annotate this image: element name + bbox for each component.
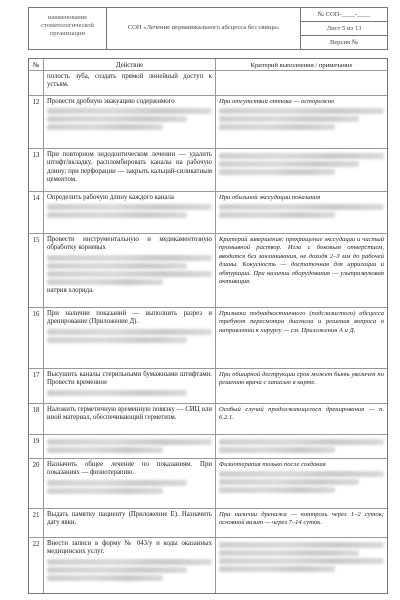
row-action-text: Провести дробную эвакуацию содержимого: [47, 98, 175, 105]
redacted-text: [219, 447, 335, 453]
row-criteria: При обширной деструкции срок может быть увеличен по решению врача с записью в карте.: [219, 371, 384, 387]
row-number: [29, 71, 44, 95]
redacted-text: [47, 204, 212, 210]
table-row: [29, 369, 387, 404]
redacted-text: [219, 471, 384, 477]
row-criteria: [216, 459, 387, 508]
redacted-text: [47, 567, 187, 573]
document-meta: [301, 8, 387, 49]
table-row: [29, 509, 387, 538]
row-criteria: [216, 192, 387, 233]
row-number: 12: [29, 96, 44, 148]
redacted-text: [47, 271, 212, 277]
row-action-text: Высушить каналы стерильными бумажными штифтами. Провести временное: [47, 371, 212, 387]
redacted-text: [219, 204, 384, 210]
row-criteria-text: При отсутствии оттока — осторожно: [219, 98, 335, 105]
row-action: [44, 369, 216, 403]
redacted-text: [47, 116, 187, 122]
table-row: [29, 435, 387, 459]
row-number: 19: [29, 435, 44, 458]
row-action-text: Провести инструментальную и медикаментозную обработку корневых: [47, 236, 212, 252]
row-action: [44, 538, 216, 593]
row-criteria: [216, 149, 387, 191]
table-row: [29, 234, 387, 308]
document-header: [28, 7, 388, 50]
redacted-text: [219, 439, 384, 445]
row-action-text: Определить рабочую длину каждого канала: [47, 194, 174, 201]
table-row: [29, 149, 387, 192]
row-action: [44, 96, 216, 148]
row-action: При повторном эндодонтическом лечении — удалить штифт/вкладку, распломбировать каналы на рабочую длину; при перфорации — закрыть кальций-силикатным цементом.: [44, 149, 216, 191]
redacted-text: [47, 575, 163, 581]
redacted-text: [47, 279, 163, 285]
procedure-table: [28, 58, 388, 594]
redacted-text: [47, 439, 212, 445]
row-number: 15: [29, 234, 44, 307]
table-row: [29, 404, 387, 435]
redacted-text: [47, 263, 187, 269]
row-number: 20: [29, 459, 44, 508]
table-row: [29, 192, 387, 234]
row-action: [44, 234, 216, 307]
sop-title: СОП «Лечение периапикального абсцесса без свища»: [107, 8, 301, 49]
row-action: [44, 459, 216, 508]
row-number: 16: [29, 308, 44, 368]
row-criteria: [216, 538, 387, 593]
redacted-text: [47, 559, 212, 565]
row-number: 17: [29, 369, 44, 403]
redacted-text: [47, 255, 212, 261]
column-header-number: №: [29, 59, 44, 70]
redacted-text: [219, 479, 359, 485]
redacted-text: [47, 124, 163, 130]
table-header-row: [29, 59, 387, 71]
row-number: 14: [29, 192, 44, 233]
row-criteria: Признаки поднадкостничного (подслизистого) абсцесса требуют пересмотра диагноза и решения вопроса о направлении к хирургу — см. Приложения А и Д.: [219, 310, 384, 334]
row-action: Наложить герметичную временную повязку — СИЦ или иной материал, обеспечивающий герметизм.: [44, 404, 216, 434]
row-number: 18: [29, 404, 44, 434]
row-action: Выдать памятку пациенту (Приложение Е). Назначить дату явки.: [44, 509, 216, 537]
table-row: [29, 538, 387, 593]
row-criteria: [216, 435, 387, 458]
row-number: 22: [29, 538, 44, 593]
redacted-text: [47, 447, 163, 453]
redacted-text: [219, 212, 335, 218]
row-criteria-text: Физиотерапия только после создания: [219, 461, 326, 468]
row-action: [44, 435, 216, 458]
redacted-text: [47, 480, 187, 486]
row-criteria: Критерий завершения: прекращение экссудации и чистый промывной раствор. Игла с боковым отверстием, вводится без заклинивания, не доходя 2–3 мм до рабочей длины. Кокусность — достаточная для ирригации и обтурации. При наличии оборудования — ультразвуковая активация.: [219, 236, 384, 286]
column-header-criteria: Критерий выполнения / примечание: [250, 62, 353, 69]
row-action: [44, 308, 216, 368]
redacted-text: [219, 169, 335, 175]
row-action: [44, 192, 216, 233]
row-action-text: При наличии показаний — выполнить разрез и дренирование (Приложение Д).: [47, 310, 212, 326]
row-criteria: [216, 71, 387, 95]
row-criteria: При наличии дренажа — контроль через 1–2 суток; основной визит — через 7–14 суток.: [219, 511, 384, 527]
redacted-text: [219, 153, 384, 159]
redacted-text: [47, 488, 163, 494]
sheet-number: Лист 5 из 13: [301, 22, 387, 36]
row-criteria: Особый случай продолжающегося дренирования — п. 6.2.1.: [219, 406, 384, 422]
row-criteria: [216, 96, 387, 148]
redacted-text: [219, 566, 335, 572]
redacted-text: [219, 558, 384, 564]
version-number: Версия №: [329, 39, 359, 46]
row-criteria-text: При обильной экссудации показания: [219, 194, 321, 201]
row-action: полость зуба, создать прямой линейный доступ к устьям.: [44, 71, 216, 95]
row-action-text: Назначить общее лечение по показаниям. При показаниях — физиотерапию.: [47, 461, 212, 477]
redacted-text: [219, 124, 335, 130]
redacted-text: [219, 487, 335, 493]
redacted-text: [47, 108, 212, 114]
redacted-text: [219, 108, 384, 114]
row-action-text-end: натрия хлорида.: [47, 286, 94, 294]
column-header-action: Действие: [44, 59, 216, 70]
redacted-text: [219, 550, 359, 556]
redacted-text: [219, 161, 359, 167]
redacted-text: [219, 542, 384, 548]
row-number: 21: [29, 509, 44, 537]
table-row: [29, 71, 387, 96]
document-number: № СОП-____-____: [301, 8, 387, 22]
row-number: 13: [29, 149, 44, 191]
redacted-text: [47, 329, 212, 335]
redacted-text: [219, 116, 359, 122]
organization-name: наименование стоматологической организации: [29, 8, 107, 49]
redacted-text: [47, 337, 187, 343]
table-row: [29, 459, 387, 509]
redacted-text: [47, 212, 187, 218]
table-row: [29, 96, 387, 149]
table-row: [29, 308, 387, 369]
redacted-text: [47, 390, 187, 396]
row-action-text: Внести записи в форму № 043/у и коды оказанных медицинских услуг.: [47, 540, 212, 556]
